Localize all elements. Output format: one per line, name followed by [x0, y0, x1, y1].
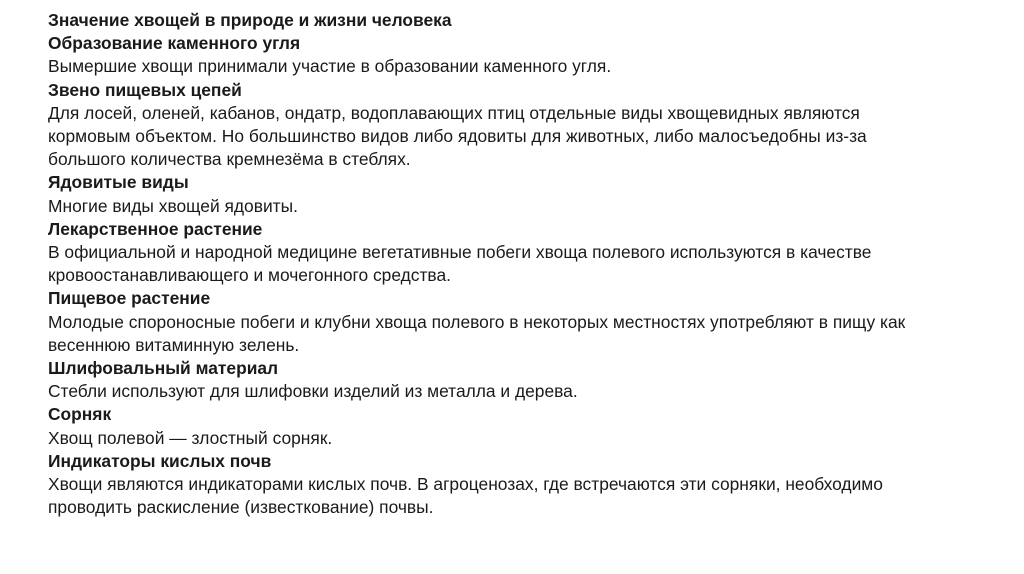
document-body	[48, 9, 1008, 519]
section-text-food-chain-line-2: кормовым объектом. Но большинство видов либо ядовиты для животных, либо малосъедобны из-за	[48, 126, 867, 147]
section-text-poisonous: Многие виды хвощей ядовиты.	[48, 195, 298, 216]
section-heading-poisonous: Ядовитые виды	[48, 172, 189, 193]
section-heading-coal: Образование каменного угля	[48, 33, 301, 54]
section-text-coal: Вымершие хвощи принимали участие в образовании каменного угля.	[48, 56, 612, 77]
section-text-weed: Хвощ полевой — злостный сорняк.	[48, 427, 333, 448]
section-heading-polishing: Шлифовальный материал	[48, 358, 279, 379]
section-heading-acid-soil: Индикаторы кислых почв	[48, 450, 272, 471]
page-title: Значение хвощей в природе и жизни человека	[48, 10, 452, 30]
section-heading-medicinal: Лекарственное растение	[48, 218, 263, 239]
section-heading-weed: Сорняк	[48, 404, 112, 425]
section-text-medicinal-line-1: В официальной и народной медицине вегетативные побеги хвоща полевого используются в качестве	[48, 242, 872, 263]
section-heading-food-chain: Звено пищевых цепей	[48, 79, 242, 100]
section-text-acid-soil-line-2: проводить раскисление (известкование) почвы.	[48, 497, 434, 518]
section-text-polishing: Стебли используют для шлифовки изделий из металла и дерева.	[48, 381, 578, 402]
section-text-acid-soil-line-1: Хвощи являются индикаторами кислых почв. В агроценозах, где встречаются эти сорняки, необходимо	[48, 474, 883, 495]
section-text-food-chain-line-3: большого количества кремнезёма в стеблях.	[48, 149, 411, 170]
section-text-food-chain-line-1: Для лосей, оленей, кабанов, ондатр, водоплавающих птиц отдельные виды хвощевидных являются	[48, 102, 860, 123]
section-heading-edible: Пищевое растение	[48, 288, 211, 309]
section-text-edible-line-2: весеннюю витаминную зелень.	[48, 334, 300, 355]
section-text-edible-line-1: Молодые спороносные побеги и клубни хвоща полевого в некоторых местностях употребляют в пищу как	[48, 311, 906, 332]
section-text-medicinal-line-2: кровоостанавливающего и мочегонного средства.	[48, 265, 451, 286]
